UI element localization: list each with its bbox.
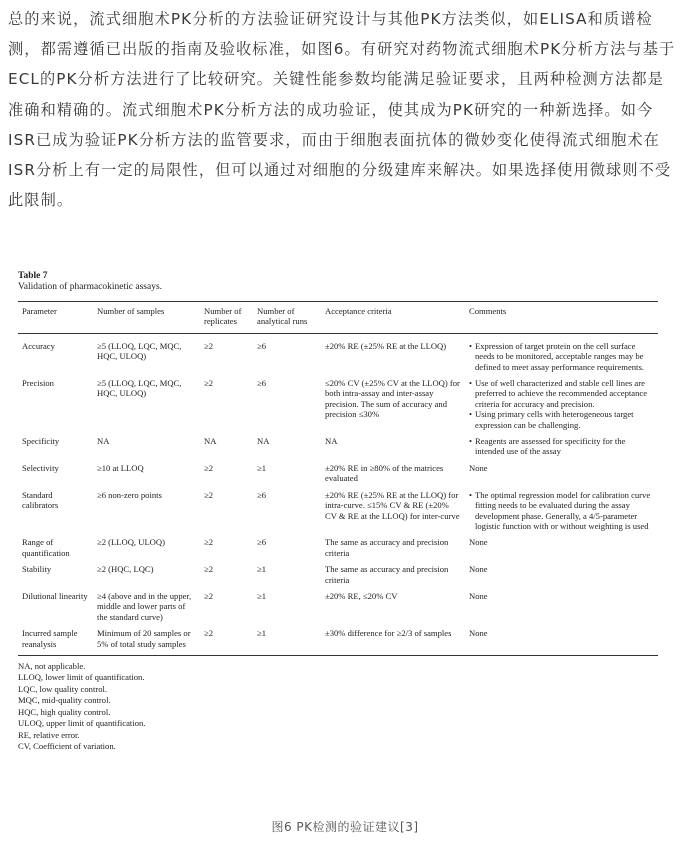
column-header: Number of samples (93, 302, 200, 334)
comment-item: • Reagents are assessed for specificity for the intended use of the assay (469, 436, 655, 457)
table-row (18, 585, 658, 622)
cell-samples: ≥2 (HQC, LQC) (97, 564, 154, 575)
comment-list (469, 341, 655, 372)
cell-comments (465, 430, 658, 457)
table-row (18, 531, 658, 558)
cell-parameter: Standard calibrators (22, 489, 59, 511)
cell-comments: None (465, 622, 658, 655)
paragraph-line: 总的来说，流式细胞术PK分析的方法验证研究设计与其他PK方法类似，如ELISA和质谱检 (8, 10, 653, 28)
table-row (18, 430, 658, 457)
cell-runs: ≥6 (257, 378, 267, 389)
cell-criteria: The same as accuracy and precision criteria (325, 564, 449, 585)
cell-samples: ≥2 (LLOQ, ULOQ) (97, 537, 165, 548)
paragraph-line: ISR分析上有一定的局限性，但可以通过对细胞的分级建库来解决。如果选择使用微球则不受 (8, 161, 672, 180)
cell-samples: ≥10 at LLOQ (97, 462, 144, 473)
cell-runs: ≥6 (257, 340, 267, 351)
cell-parameter: Incurred sample reanalysis (18, 622, 93, 655)
comment-item: • Expression of target protein on the cell surface needs to be monitored, acceptable ranges may be defined to meet assay performance requirements. (469, 341, 655, 372)
cell-replicates: ≥2 (204, 462, 214, 473)
comment-list (469, 436, 655, 457)
table-row (18, 622, 658, 655)
abbreviation-item: ULOQ, upper limit of quantification. (18, 718, 146, 729)
cell-runs: ≥1 (253, 622, 321, 655)
column-header: Number of analytical runs (253, 302, 321, 334)
cell-criteria: The same as accuracy and precision criteria (325, 537, 449, 558)
cell-samples: Minimum of 20 samples or 5% of total study samples (93, 622, 200, 655)
validation-table-figure (18, 271, 670, 753)
cell-criteria: ±20% RE (±25% RE at the LLOQ) for intra-curve. ≤15% CV & RE (±20% CV & RE at the LLOQ) for inter-curve (325, 489, 460, 521)
abbreviation-list (18, 661, 670, 753)
paragraph-line: ISR已成为验证PK分析方法的监管要求，而由于细胞表面抗体的微妙变化使得流式细胞术在 (8, 130, 660, 149)
cell-parameter: Dilutional linearity (22, 590, 88, 601)
abbreviation-item: LLOQ, lower limit of quantification. (18, 672, 145, 683)
cell-comments: None (469, 590, 488, 601)
cell-replicates: ≥2 (204, 590, 214, 601)
cell-replicates: ≥2 (204, 489, 214, 500)
validation-table (18, 301, 658, 656)
cell-replicates: ≥2 (204, 378, 214, 389)
abbreviation-item: RE, relative error. (18, 729, 80, 740)
table-row (18, 333, 658, 372)
abbreviation-item: LQC, low quality control. (18, 683, 108, 694)
paragraph-line: ECL的PK分析方法进行了比较研究。关键性能参数均能满足验证要求，且两种检测方法都是 (8, 70, 664, 89)
cell-comments: None (469, 462, 488, 473)
cell-runs: ≥6 (257, 489, 267, 500)
column-header: Parameter (18, 302, 93, 334)
cell-parameter: Specificity (22, 436, 60, 447)
cell-parameter: Selectivity (22, 462, 59, 473)
cell-samples: NA (97, 436, 110, 447)
table-row (18, 558, 658, 585)
paragraph-line: 准确和精确的。流式细胞术PK分析方法的成功验证，使其成为PK研究的一种新选择。如今 (8, 100, 654, 119)
cell-criteria: NA (325, 436, 338, 447)
cell-comments (465, 333, 658, 372)
cell-replicates: NA (204, 436, 217, 447)
column-header: Comments (465, 302, 658, 334)
table-row (18, 484, 658, 532)
cell-samples: ≥5 (LLOQ, LQC, MQC, HQC, ULOQ) (97, 378, 182, 399)
figure-caption: 图6 PK检测的验证建议[3] (271, 820, 419, 834)
cell-parameter: Accuracy (22, 340, 55, 351)
abbreviation-item: MQC, mid-quality control. (18, 695, 111, 706)
cell-runs: NA (257, 436, 270, 447)
cell-samples: ≥4 (above and in the upper, middle and lower parts of the standard curve) (97, 590, 192, 622)
paragraph-line: 测，都需遵循已出版的指南及验收标准，如图6。有研究对药物流式细胞术PK分析方法与基于 (8, 40, 676, 59)
cell-runs: ≥1 (257, 590, 267, 601)
cell-comments (465, 484, 658, 532)
table-row (18, 457, 658, 484)
cell-runs: ≥1 (257, 462, 267, 473)
table-header-row (18, 302, 658, 334)
cell-replicates: ≥2 (204, 564, 214, 575)
abbreviation-item: NA, not applicable. (18, 660, 86, 671)
abbreviation-item: CV, Coefficient of variation. (18, 741, 116, 752)
column-header: Number of replicates (200, 302, 253, 334)
cell-comments: None (469, 537, 488, 548)
cell-criteria: ±20% RE, ≤20% CV (325, 590, 398, 601)
cell-runs: ≥6 (257, 537, 267, 548)
comment-item: • The optimal regression model for calibration curve fitting needs to be evaluated during the assay development phase. Generally, a 4/5-parameter logistic function with or without weighting is used (469, 490, 655, 532)
cell-parameter: Precision (22, 378, 54, 389)
cell-samples: ≥6 non-zero points (97, 489, 162, 500)
table-caption: Validation of pharmacokinetic assays. (18, 282, 163, 292)
cell-replicates: ≥2 (204, 537, 214, 548)
abbreviation-item: HQC, high quality control. (18, 706, 111, 717)
cell-runs: ≥1 (257, 564, 267, 575)
cell-replicates: ≥2 (200, 622, 253, 655)
cell-parameter: Range of quantification (22, 537, 70, 558)
comment-list (469, 378, 655, 430)
table-label: Table 7 (18, 271, 48, 281)
cell-criteria: ±20% RE (±25% RE at the LLOQ) (325, 340, 447, 351)
cell-parameter: Stability (22, 564, 52, 575)
comment-item: • Use of well characterized and stable cell lines are preferred to achieve the recommended acceptance criteria for accuracy and precision. (469, 378, 655, 409)
cell-comments: None (469, 564, 488, 575)
table-body (18, 333, 658, 655)
comment-item: • Using primary cells with heterogeneous target expression can be challenging. (469, 409, 655, 430)
column-header: Acceptance criteria (321, 302, 465, 334)
cell-samples: ≥5 (LLOQ, LQC, MQC, HQC, ULOQ) (97, 340, 182, 362)
paragraph-line: 此限制。 (8, 191, 74, 210)
cell-criteria: ≤20% CV (±25% CV at the LLOQ) for both intra-assay and inter-assay precision. The sum of accuracy and precision ≤30% (325, 378, 460, 420)
cell-criteria: ±20% RE in ≥80% of the matrices evaluated (325, 462, 444, 484)
cell-comments (465, 372, 658, 430)
cell-criteria: ±30% difference for ≥2/3 of samples (321, 622, 465, 655)
comment-list (469, 490, 655, 532)
body-paragraph (8, 4, 684, 215)
cell-replicates: ≥2 (204, 340, 214, 351)
table-row (18, 372, 658, 430)
